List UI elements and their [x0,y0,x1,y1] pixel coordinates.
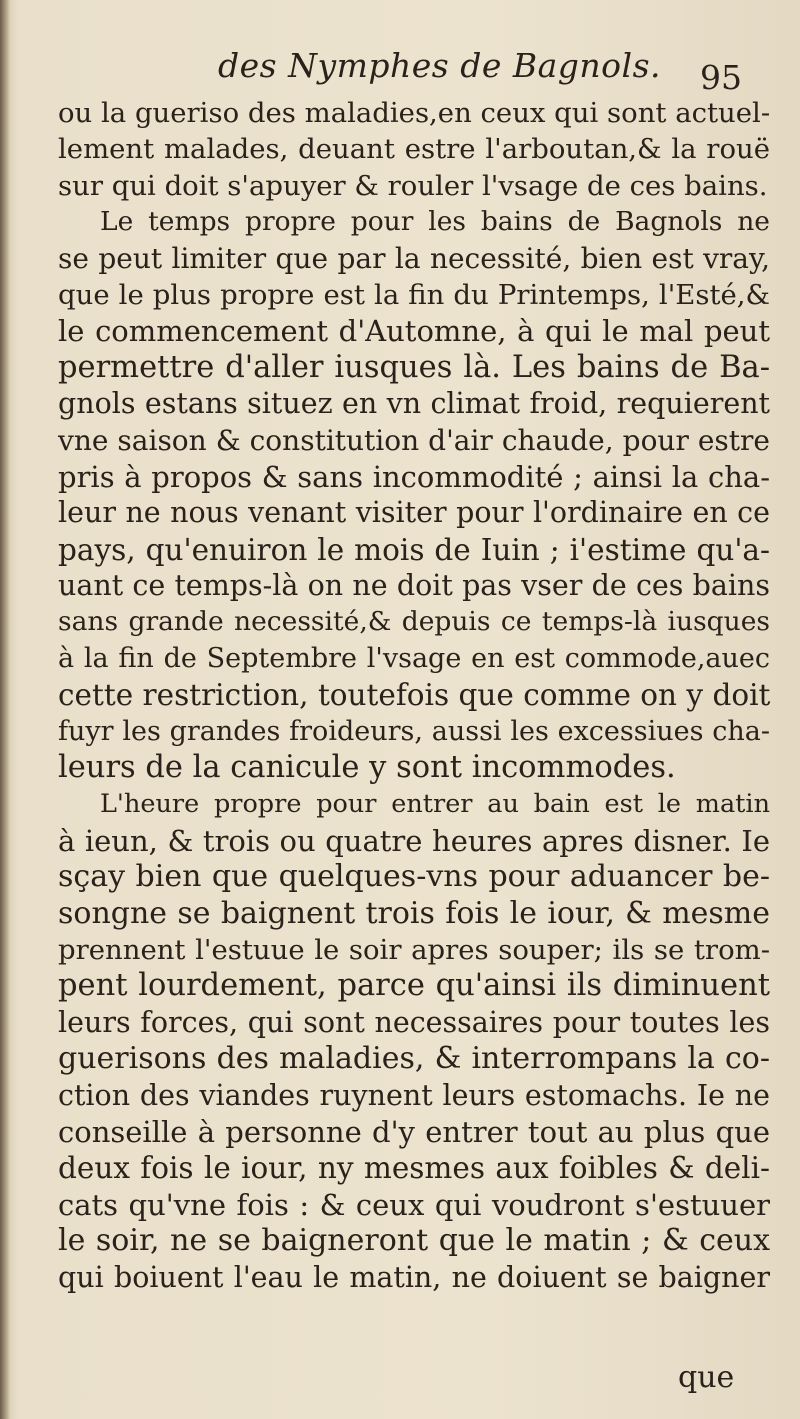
text-line: pris à propos & sans incommodité ; ainsi la cha- [58,459,770,494]
text-line: gnols estans situez en vn climat froid, requierent [58,387,770,421]
text-line: conseille à personne d'y entrer tout au plus que [58,1114,770,1149]
text-line: pays, qu'enuiron le mois de Iuin ; i'estime qu'a- [58,532,770,567]
catchword: que [678,1360,735,1395]
text-line: leur ne nous venant visiter pour l'ordinaire en ce [58,496,770,530]
binding-gutter [0,0,10,1419]
text-line: se peut limiter que par la necessité, bien est vray, [58,241,770,275]
text-line: qui boiuent l'eau le matin, ne doiuent se baigner [58,1260,770,1294]
text-line: ction des viandes ruynent leurs estomachs. Ie ne [58,1078,770,1112]
text-line: leurs de la canicule y sont incommodes. [58,750,676,786]
text-line: à la fin de Septembre l'vsage en est commode,auec [58,642,770,674]
text-line: cette restriction, toutefois que comme on y doit [58,678,771,713]
text-line: ou la gueriso des maladies,en ceux qui sont actuel- [58,97,771,129]
text-line: L'heure propre pour entrer au bain est le matin [100,789,770,820]
text-line: sçay bien que quelques-vns pour aduancer be- [58,859,770,895]
text-line: deux fois le iour, ny mesmes aux foibles & deli- [58,1151,770,1186]
text-line: à ieun, & trois ou quatre heures apres disner. Ie [58,823,770,858]
text-line: lement malades, deuant estre l'arboutan,& la rouë [58,133,770,166]
text-line: songne se baignent trois fois le iour, & mesme [58,895,770,931]
body-text [58,95,770,1296]
text-line: permettre d'aller iusques là. Les bains de Ba- [58,349,770,385]
page-header [0,44,800,97]
text-line: uant ce temps-là on ne doit pas vser de ces bains [58,569,770,603]
text-line: Le temps propre pour les bains de Bagnols ne [100,206,770,238]
text-line: prennent l'estuue le soir apres souper; ils se trom- [58,933,770,966]
text-line: cats qu'vne fois : & ceux qui voudront s'estuuer [58,1187,770,1222]
text-line: leurs forces, qui sont necessaires pour toutes les [58,1005,770,1039]
text-line: vne saison & constitution d'air chaude, pour estre [58,423,770,457]
text-line: que le plus propre est la fin du Printemps, l'Esté,& [58,278,770,311]
running-title: des Nymphes de Bagnols. [218,46,662,85]
text-line: pent lourdement, parce qu'ainsi ils diminuent [58,968,770,1004]
text-line: sur qui doit s'apuyer & rouler l'vsage de ces bains. [58,169,768,202]
text-line: fuyr les grandes froideurs, aussi les excessiues cha- [58,715,770,747]
text-line: sans grande necessité,& depuis ce temps-là iusques [58,606,770,638]
page-number: 95 [700,58,742,97]
text-line: le soir, ne se baigneront que le matin ; & ceux [58,1223,770,1259]
text-line: guerisons des maladies, & interrompans la co- [58,1041,770,1077]
text-line: le commencement d'Automne, à qui le mal peut [58,314,770,349]
